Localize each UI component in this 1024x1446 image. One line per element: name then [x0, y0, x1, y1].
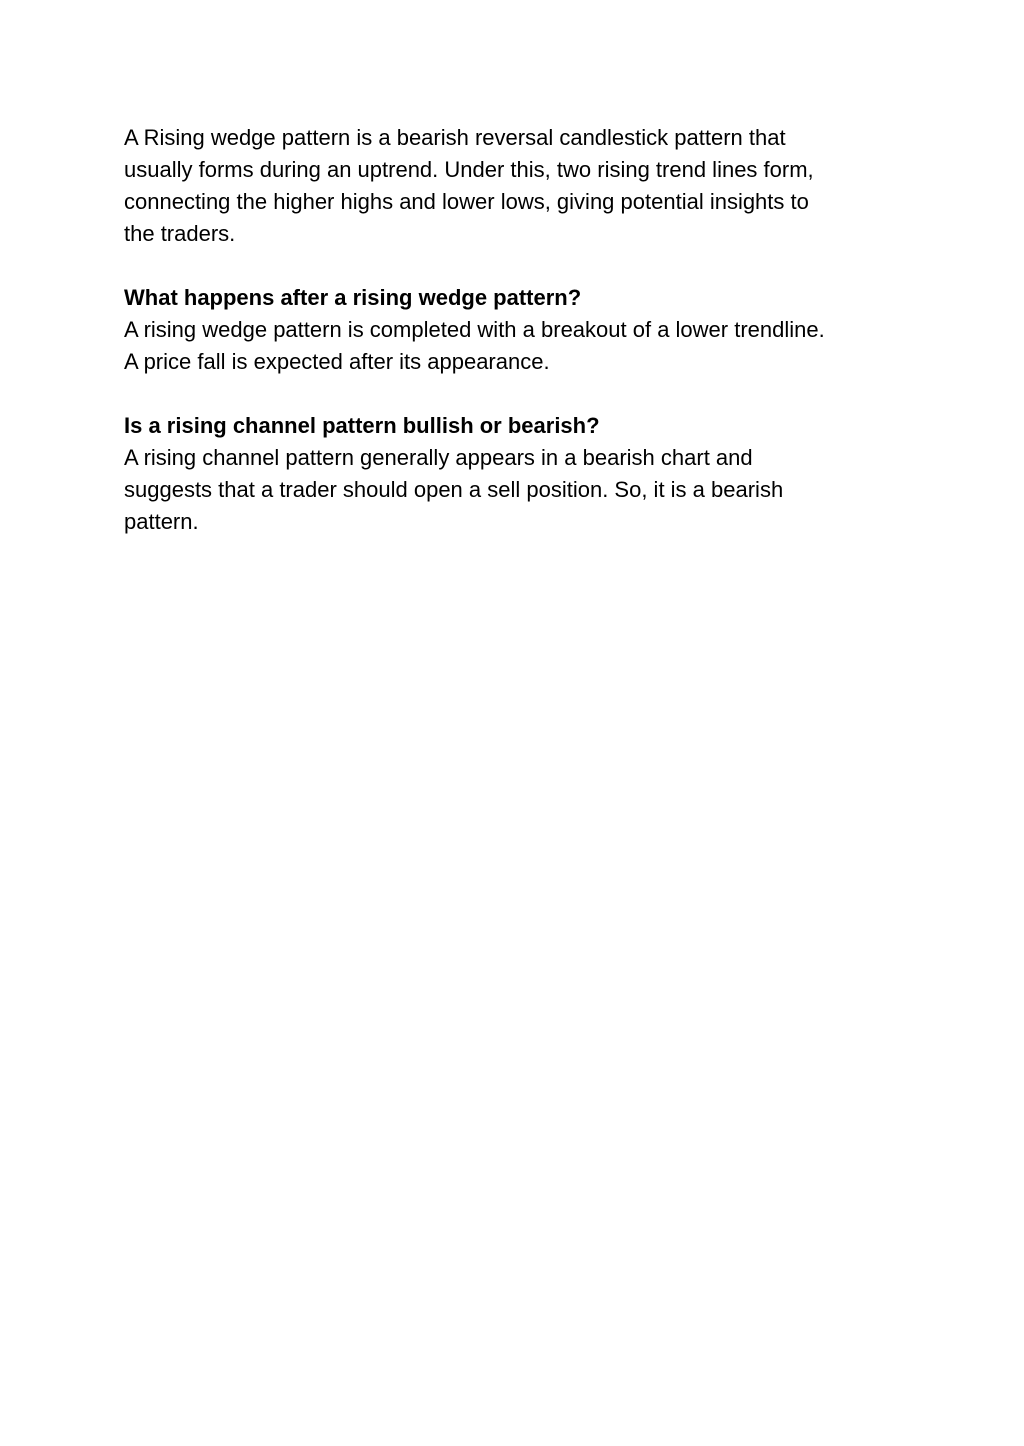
- intro-paragraph: A Rising wedge pattern is a bearish reversal candlestick pattern that usually forms during an uptrend. Under this, two rising trend lines form, connecting the higher highs and lower lows, giving potential insights to the traders.: [124, 125, 814, 246]
- paragraph-spacer: [124, 378, 924, 410]
- section-body-rising-channel: A rising channel pattern generally appears in a bearish chart and suggests that a trader should open a sell position. So, it is a bearish pattern.: [124, 445, 784, 534]
- document-body: [124, 122, 924, 538]
- section-body-rising-wedge: A rising wedge pattern is completed with a breakout of a lower trendline. A price fall is expected after its appearance.: [124, 317, 825, 374]
- section-heading-rising-wedge: What happens after a rising wedge pattern?: [124, 285, 582, 310]
- section-heading-rising-channel: Is a rising channel pattern bullish or bearish?: [124, 413, 600, 438]
- paragraph-spacer: [124, 250, 924, 282]
